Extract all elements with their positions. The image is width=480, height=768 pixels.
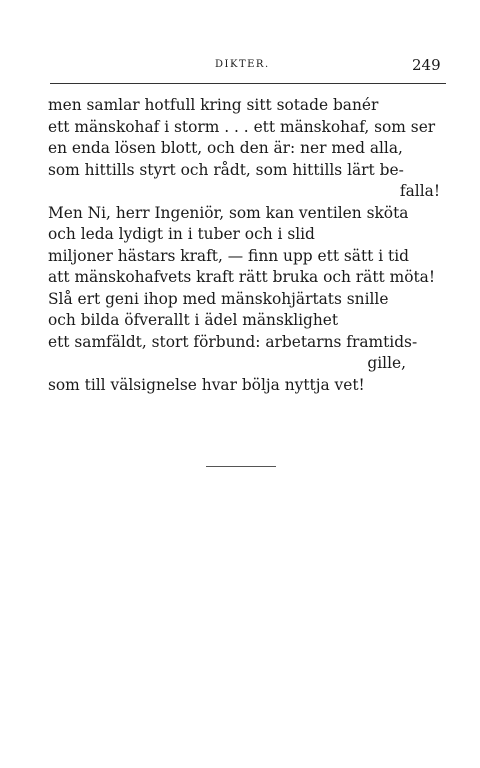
- poem-line: miljoner hästars kraft, — finn upp ett sätt i tid: [48, 246, 410, 265]
- poem-line: som hittills styrt och rådt, som hittills lärt be-: [48, 160, 404, 179]
- poem-line: som till välsignelse hvar bölja nyttja vet!: [48, 375, 365, 394]
- poem-line: en enda lösen blott, och den är: ner med alla,: [48, 139, 403, 157]
- poem-line: ett samfäldt, stort förbund: arbetarns framtids-: [48, 332, 418, 351]
- page-number: 249: [412, 56, 441, 74]
- poem-line-continuation: falla!: [399, 182, 440, 200]
- running-head: [0, 56, 480, 76]
- header-rule: [50, 83, 446, 84]
- poem-line: och leda lydigt in i tuber och i slid: [48, 225, 315, 243]
- poem-text: [48, 95, 448, 396]
- poem-line: ett mänskohaf i storm . . . ett mänskohaf, som ser: [48, 117, 436, 136]
- poem-line: att mänskohafvets kraft rätt bruka och rätt möta!: [48, 268, 436, 286]
- poem-line-continuation: gille,: [367, 354, 406, 372]
- poem-line: Slå ert geni ihop med mänskohjärtats snille: [48, 289, 389, 308]
- poem-line: och bilda öfverallt i ädel mänsklighet: [48, 311, 339, 329]
- poem-line: men samlar hotfull kring sitt sotade banér: [48, 96, 379, 114]
- end-rule: [206, 466, 276, 467]
- poem-line: Men Ni, herr Ingeniör, som kan ventilen sköta: [48, 203, 409, 222]
- running-title: DIKTER.: [215, 59, 270, 70]
